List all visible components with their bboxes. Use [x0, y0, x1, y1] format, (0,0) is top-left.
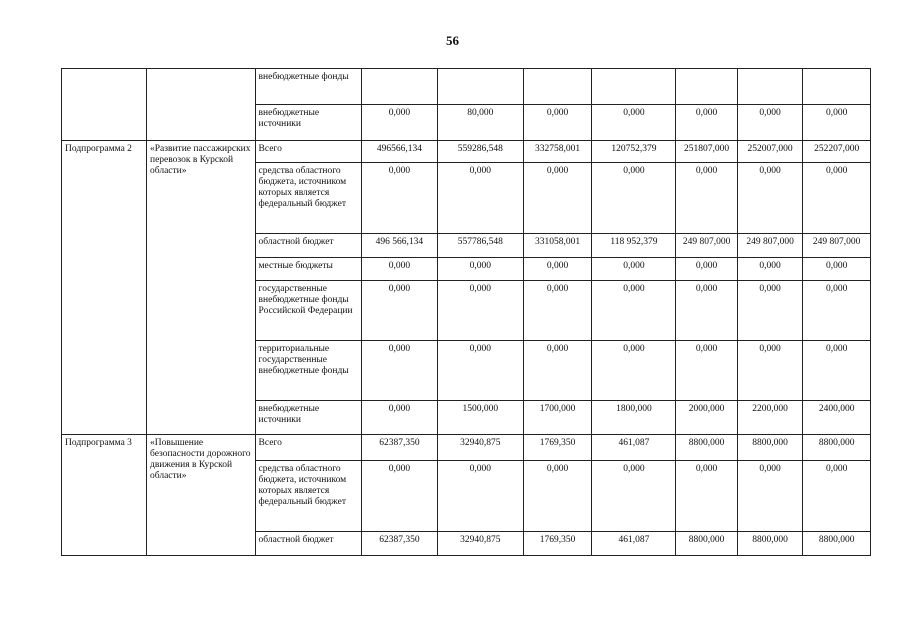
value-cell: 8800,000	[737, 435, 803, 461]
value-cell: 252207,000	[803, 141, 871, 163]
value-cell: 0,000	[803, 281, 871, 341]
value-cell	[676, 69, 737, 105]
value-cell: 0,000	[523, 163, 592, 234]
funding-source-cell: областной бюджет	[255, 532, 362, 556]
value-cell: 0,000	[737, 461, 803, 532]
value-cell: 0,000	[592, 105, 676, 141]
value-cell: 62387,350	[362, 435, 438, 461]
value-cell: 0,000	[592, 258, 676, 281]
value-cell: 8800,000	[737, 532, 803, 556]
value-cell	[592, 69, 676, 105]
value-cell: 0,000	[362, 341, 438, 401]
table-body	[62, 69, 871, 556]
value-cell: 0,000	[437, 163, 523, 234]
value-cell: 120752,379	[592, 141, 676, 163]
value-cell: 0,000	[676, 341, 737, 401]
value-cell: 0,000	[523, 341, 592, 401]
value-cell: 249 807,000	[803, 234, 871, 258]
value-cell: 0,000	[676, 281, 737, 341]
funding-source-cell: территориальные государственные внебюджетные фонды	[255, 341, 362, 401]
value-cell: 0,000	[362, 401, 438, 435]
value-cell: 0,000	[803, 341, 871, 401]
value-cell: 0,000	[523, 105, 592, 141]
value-cell: 461,087	[592, 532, 676, 556]
value-cell: 1700,000	[523, 401, 592, 435]
program-label-cell: Подпрограмма 3	[62, 435, 147, 556]
funding-source-cell: Всего	[255, 435, 362, 461]
value-cell: 0,000	[676, 105, 737, 141]
value-cell	[362, 69, 438, 105]
table-row	[62, 141, 871, 163]
value-cell: 8800,000	[803, 532, 871, 556]
value-cell: 0,000	[592, 163, 676, 234]
value-cell: 0,000	[362, 105, 438, 141]
value-cell: 0,000	[437, 281, 523, 341]
value-cell: 557786,548	[437, 234, 523, 258]
funding-source-cell: внебюджетные источники	[255, 401, 362, 435]
value-cell: 0,000	[362, 258, 438, 281]
value-cell: 0,000	[803, 258, 871, 281]
value-cell: 331058,001	[523, 234, 592, 258]
value-cell: 80,000	[437, 105, 523, 141]
program-label-cell	[62, 69, 147, 141]
value-cell: 0,000	[523, 258, 592, 281]
funding-source-cell: государственные внебюджетные фонды Российской Федерации	[255, 281, 362, 341]
value-cell: 0,000	[592, 341, 676, 401]
value-cell: 2400,000	[803, 401, 871, 435]
value-cell	[437, 69, 523, 105]
value-cell: 332758,001	[523, 141, 592, 163]
value-cell: 559286,548	[437, 141, 523, 163]
budget-table	[61, 68, 871, 556]
value-cell: 0,000	[437, 341, 523, 401]
value-cell: 496 566,134	[362, 234, 438, 258]
value-cell: 1769,350	[523, 435, 592, 461]
funding-source-cell: внебюджетные источники	[255, 105, 362, 141]
value-cell: 249 807,000	[737, 234, 803, 258]
value-cell: 0,000	[737, 163, 803, 234]
program-label-cell: Подпрограмма 2	[62, 141, 147, 435]
value-cell: 2200,000	[737, 401, 803, 435]
value-cell: 0,000	[437, 461, 523, 532]
funding-source-cell: средства областного бюджета, источником которых является федеральный бюджет	[255, 163, 362, 234]
program-title-cell	[146, 69, 255, 141]
value-cell: 0,000	[592, 281, 676, 341]
value-cell: 1769,350	[523, 532, 592, 556]
value-cell: 32940,875	[437, 435, 523, 461]
value-cell: 496566,134	[362, 141, 438, 163]
value-cell: 0,000	[737, 341, 803, 401]
funding-source-cell: средства областного бюджета, источником которых является федеральный бюджет	[255, 461, 362, 532]
funding-source-cell: внебюджетные фонды	[255, 69, 362, 105]
value-cell: 0,000	[803, 105, 871, 141]
value-cell: 8800,000	[676, 532, 737, 556]
value-cell: 118 952,379	[592, 234, 676, 258]
value-cell: 252007,000	[737, 141, 803, 163]
funding-source-cell: областной бюджет	[255, 234, 362, 258]
value-cell: 0,000	[362, 461, 438, 532]
value-cell: 251807,000	[676, 141, 737, 163]
value-cell: 0,000	[437, 258, 523, 281]
value-cell: 8800,000	[676, 435, 737, 461]
value-cell: 0,000	[803, 163, 871, 234]
value-cell: 0,000	[676, 461, 737, 532]
funding-source-cell: местные бюджеты	[255, 258, 362, 281]
value-cell: 1800,000	[592, 401, 676, 435]
value-cell: 32940,875	[437, 532, 523, 556]
value-cell: 2000,000	[676, 401, 737, 435]
value-cell	[523, 69, 592, 105]
value-cell	[737, 69, 803, 105]
value-cell: 0,000	[737, 281, 803, 341]
program-title-cell: «Развитие пассажирских перевозок в Курской области»	[146, 141, 255, 435]
value-cell	[803, 69, 871, 105]
value-cell: 461,087	[592, 435, 676, 461]
value-cell: 0,000	[523, 461, 592, 532]
value-cell: 0,000	[737, 258, 803, 281]
value-cell: 0,000	[362, 281, 438, 341]
table-row	[62, 69, 871, 105]
table-row	[62, 435, 871, 461]
value-cell: 0,000	[362, 163, 438, 234]
page-number: 56	[446, 33, 459, 48]
value-cell: 1500,000	[437, 401, 523, 435]
value-cell: 249 807,000	[676, 234, 737, 258]
value-cell: 0,000	[523, 281, 592, 341]
program-title-cell: «Повышение безопасности дорожного движения в Курской области»	[146, 435, 255, 556]
value-cell: 8800,000	[803, 435, 871, 461]
value-cell: 0,000	[592, 461, 676, 532]
value-cell: 0,000	[737, 105, 803, 141]
value-cell: 0,000	[676, 258, 737, 281]
value-cell: 0,000	[676, 163, 737, 234]
value-cell: 0,000	[803, 461, 871, 532]
value-cell: 62387,350	[362, 532, 438, 556]
funding-source-cell: Всего	[255, 141, 362, 163]
